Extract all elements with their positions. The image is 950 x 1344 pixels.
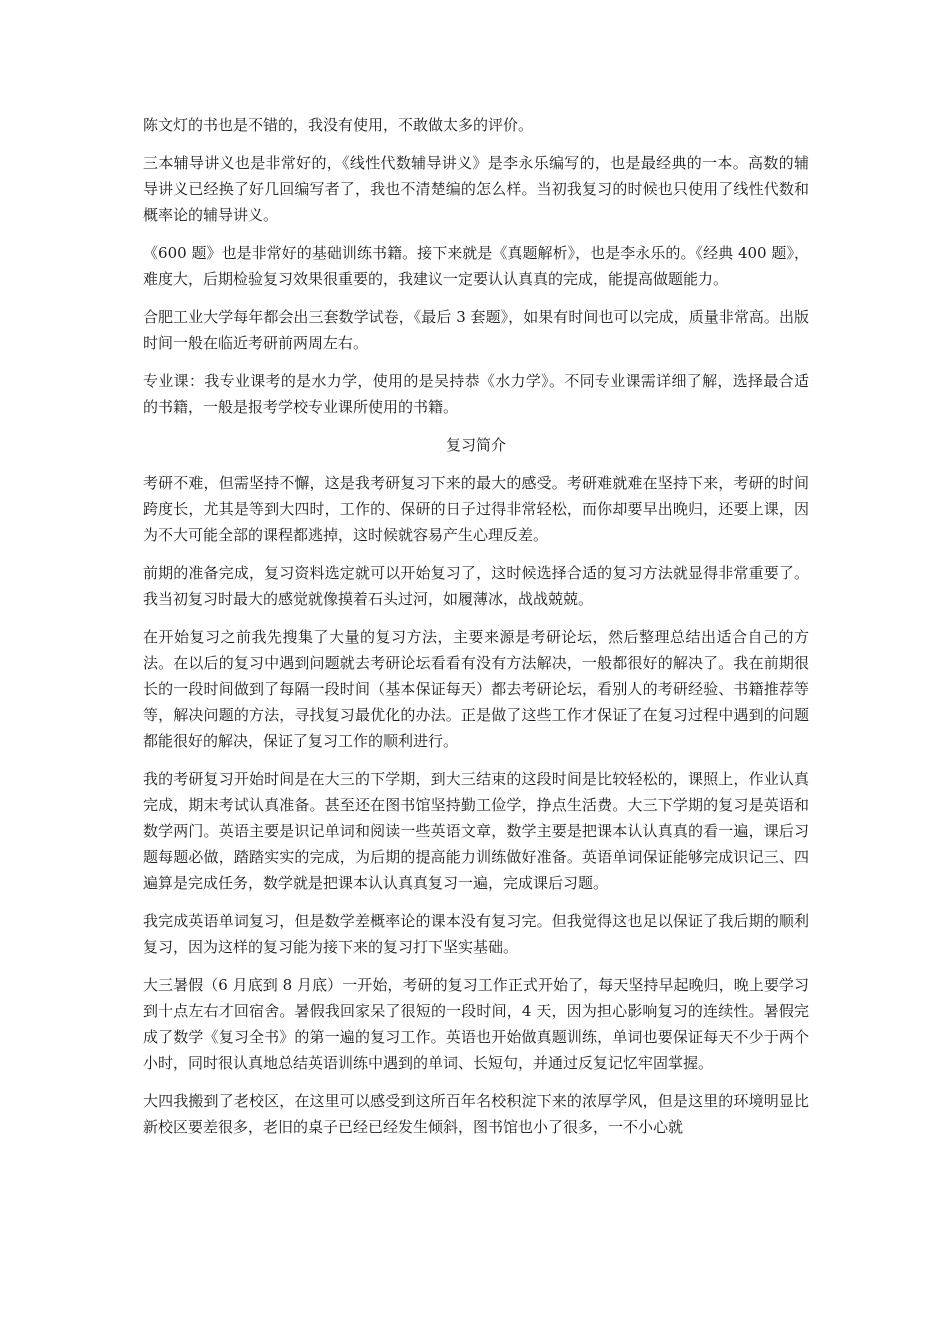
paragraph-tutoring-notes: 三本辅导讲义也是非常好的，《线性代数辅导讲义》是李永乐编写的，也是最经典的一本。高数的辅导讲义已经换了好几回编写者了，我也不清楚编的怎么样。当初我复习的时候也只使用了线性代数和概率论的辅导讲义。	[143, 154, 809, 224]
paragraph-major-course: 专业课：我专业课考的是水力学，使用的是吴持恭《水力学》。不同专业课需详细了解，选择最合适的书籍，一般是报考学校专业课所使用的书籍。	[143, 372, 809, 416]
paragraph-hefei-papers: 合肥工业大学每年都会出三套数学试卷，《最后 3 套题》，如果有时间也可以完成，质量非常高。出版时间一般在临近考研前两周左右。	[143, 308, 809, 352]
paragraph-summer: 大三暑假（6 月底到 8 月底）一开始，考研的复习工作正式开始了，每天坚持早起晚归，晚上要学习到十点左右才回宿舍。暑假我回家呆了很短的一段时间，4 天，因为担心影响复习的连续性。暑假完成了数学《复习全书》的第一遍的复习工作。英语也开始做真题训练，单词也要保证每天不少于两个小时，同时很认真地总结英语训练中遇到的单词、长短句，并通过反复记忆牢固掌握。	[143, 976, 809, 1072]
paragraph-600-questions: 《600 题》也是非常好的基础训练书籍。接下来就是《真题解析》，也是李永乐的。《经典 400 题》，难度大，后期检验复习效果很重要的，我建议一定要认认真真的完成，能提高做题能力。	[143, 244, 809, 288]
paragraph-chen-wendeng: 陈文灯的书也是不错的，我没有使用，不敢做太多的评价。	[143, 116, 534, 134]
section-heading: 复习简介	[445, 436, 506, 454]
document-page	[143, 112, 809, 1152]
paragraph-methods: 在开始复习之前我先搜集了大量的复习方法，主要来源是考研论坛，然后整理总结出适合自己的方法。在以后的复习中遇到问题就去考研论坛看看有没有方法解决，一般都很好的解决了。我在前期很长的一段时间做到了每隔一段时间（基本保证每天）都去考研论坛，看别人的考研经验、书籍推荐等等，解决问题的方法，寻找复习最优化的办法。正是做了这些工作才保证了在复习过程中遇到的问题都能很好的解决，保证了复习工作的顺利进行。	[143, 628, 809, 750]
paragraph-junior-year: 我的考研复习开始时间是在大三的下学期，到大三结束的这段时间是比较轻松的，课照上，作业认真完成，期末考试认真准备。甚至还在图书馆坚持勤工俭学，挣点生活费。大三下学期的复习是英语和数学两门。英语主要是识记单词和阅读一些英语文章，数学主要是把课本认认真真的看一遍，课后习题每题必做，踏踏实实的完成，为后期的提高能力训练做好准备。英语单词保证能够完成识记三、四遍算是完成任务，数学就是把课本认认真真复习一遍，完成课后习题。	[143, 770, 809, 892]
paragraph-preparation: 前期的准备完成，复习资料选定就可以开始复习了，这时候选择合适的复习方法就显得非常重要了。我当初复习时最大的感觉就像摸着石头过河，如履薄冰，战战兢兢。	[143, 564, 809, 608]
paragraph-old-campus: 大四我搬到了老校区，在这里可以感受到这所百年名校积淀下来的浓厚学风，但是这里的环境明显比新校区要差很多，老旧的桌子已经已经发生倾斜，图书馆也小了很多，一不小心就	[143, 1092, 809, 1136]
paragraph-persistence: 考研不难，但需坚持不懈，这是我考研复习下来的最大的感受。考研难就难在坚持下来，考研的时间跨度长，尤其是等到大四时，工作的、保研的日子过得非常轻松，而你却要早出晚归，还要上课，因为不大可能全部的课程都逃掉，这时候就容易产生心理反差。	[143, 474, 809, 544]
paragraph-vocabulary: 我完成英语单词复习，但是数学差概率论的课本没有复习完。但我觉得这也足以保证了我后期的顺利复习，因为这样的复习能为接下来的复习打下坚实基础。	[143, 912, 809, 956]
